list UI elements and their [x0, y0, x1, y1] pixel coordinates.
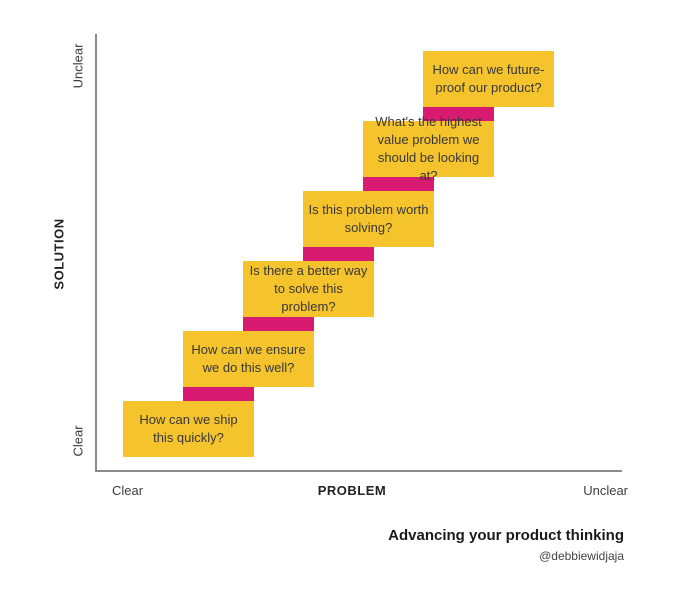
x-axis-line — [95, 470, 622, 472]
sticky-note-1 — [123, 401, 254, 457]
sticky-note-6 — [423, 51, 554, 107]
author-handle: @debbiewidjaja — [539, 549, 624, 563]
sticky-note-text: Is this problem worth solving? — [308, 202, 429, 235]
connector-bar — [243, 317, 314, 331]
x-axis-title: PROBLEM — [317, 483, 387, 498]
sticky-note-text: What's the highest value problem we should be looking at? — [375, 114, 482, 183]
x-axis-tick-unclear: Unclear — [583, 483, 628, 498]
x-axis-tick-clear: Clear — [112, 483, 144, 498]
sticky-note-5 — [363, 114, 494, 183]
sticky-note-3 — [243, 261, 374, 317]
connector-bar — [303, 247, 374, 261]
y-axis-tick-unclear: Unclear — [70, 43, 86, 89]
figure-title: Advancing your product thinking — [388, 527, 624, 544]
sticky-note-text: How can we future-proof our product? — [432, 62, 545, 95]
y-axis-line — [95, 34, 97, 471]
sticky-note-2 — [183, 331, 314, 387]
sticky-note-text: Is there a better way to solve this problem? — [249, 263, 368, 314]
sticky-note-text: How can we ship this quickly? — [139, 412, 238, 445]
y-axis-title: SOLUTION — [51, 218, 67, 290]
sticky-note-4 — [303, 191, 434, 247]
y-axis-tick-clear: Clear — [70, 425, 86, 457]
sticky-note-text: How can we ensure we do this well? — [191, 342, 306, 375]
connector-bar — [183, 387, 254, 401]
